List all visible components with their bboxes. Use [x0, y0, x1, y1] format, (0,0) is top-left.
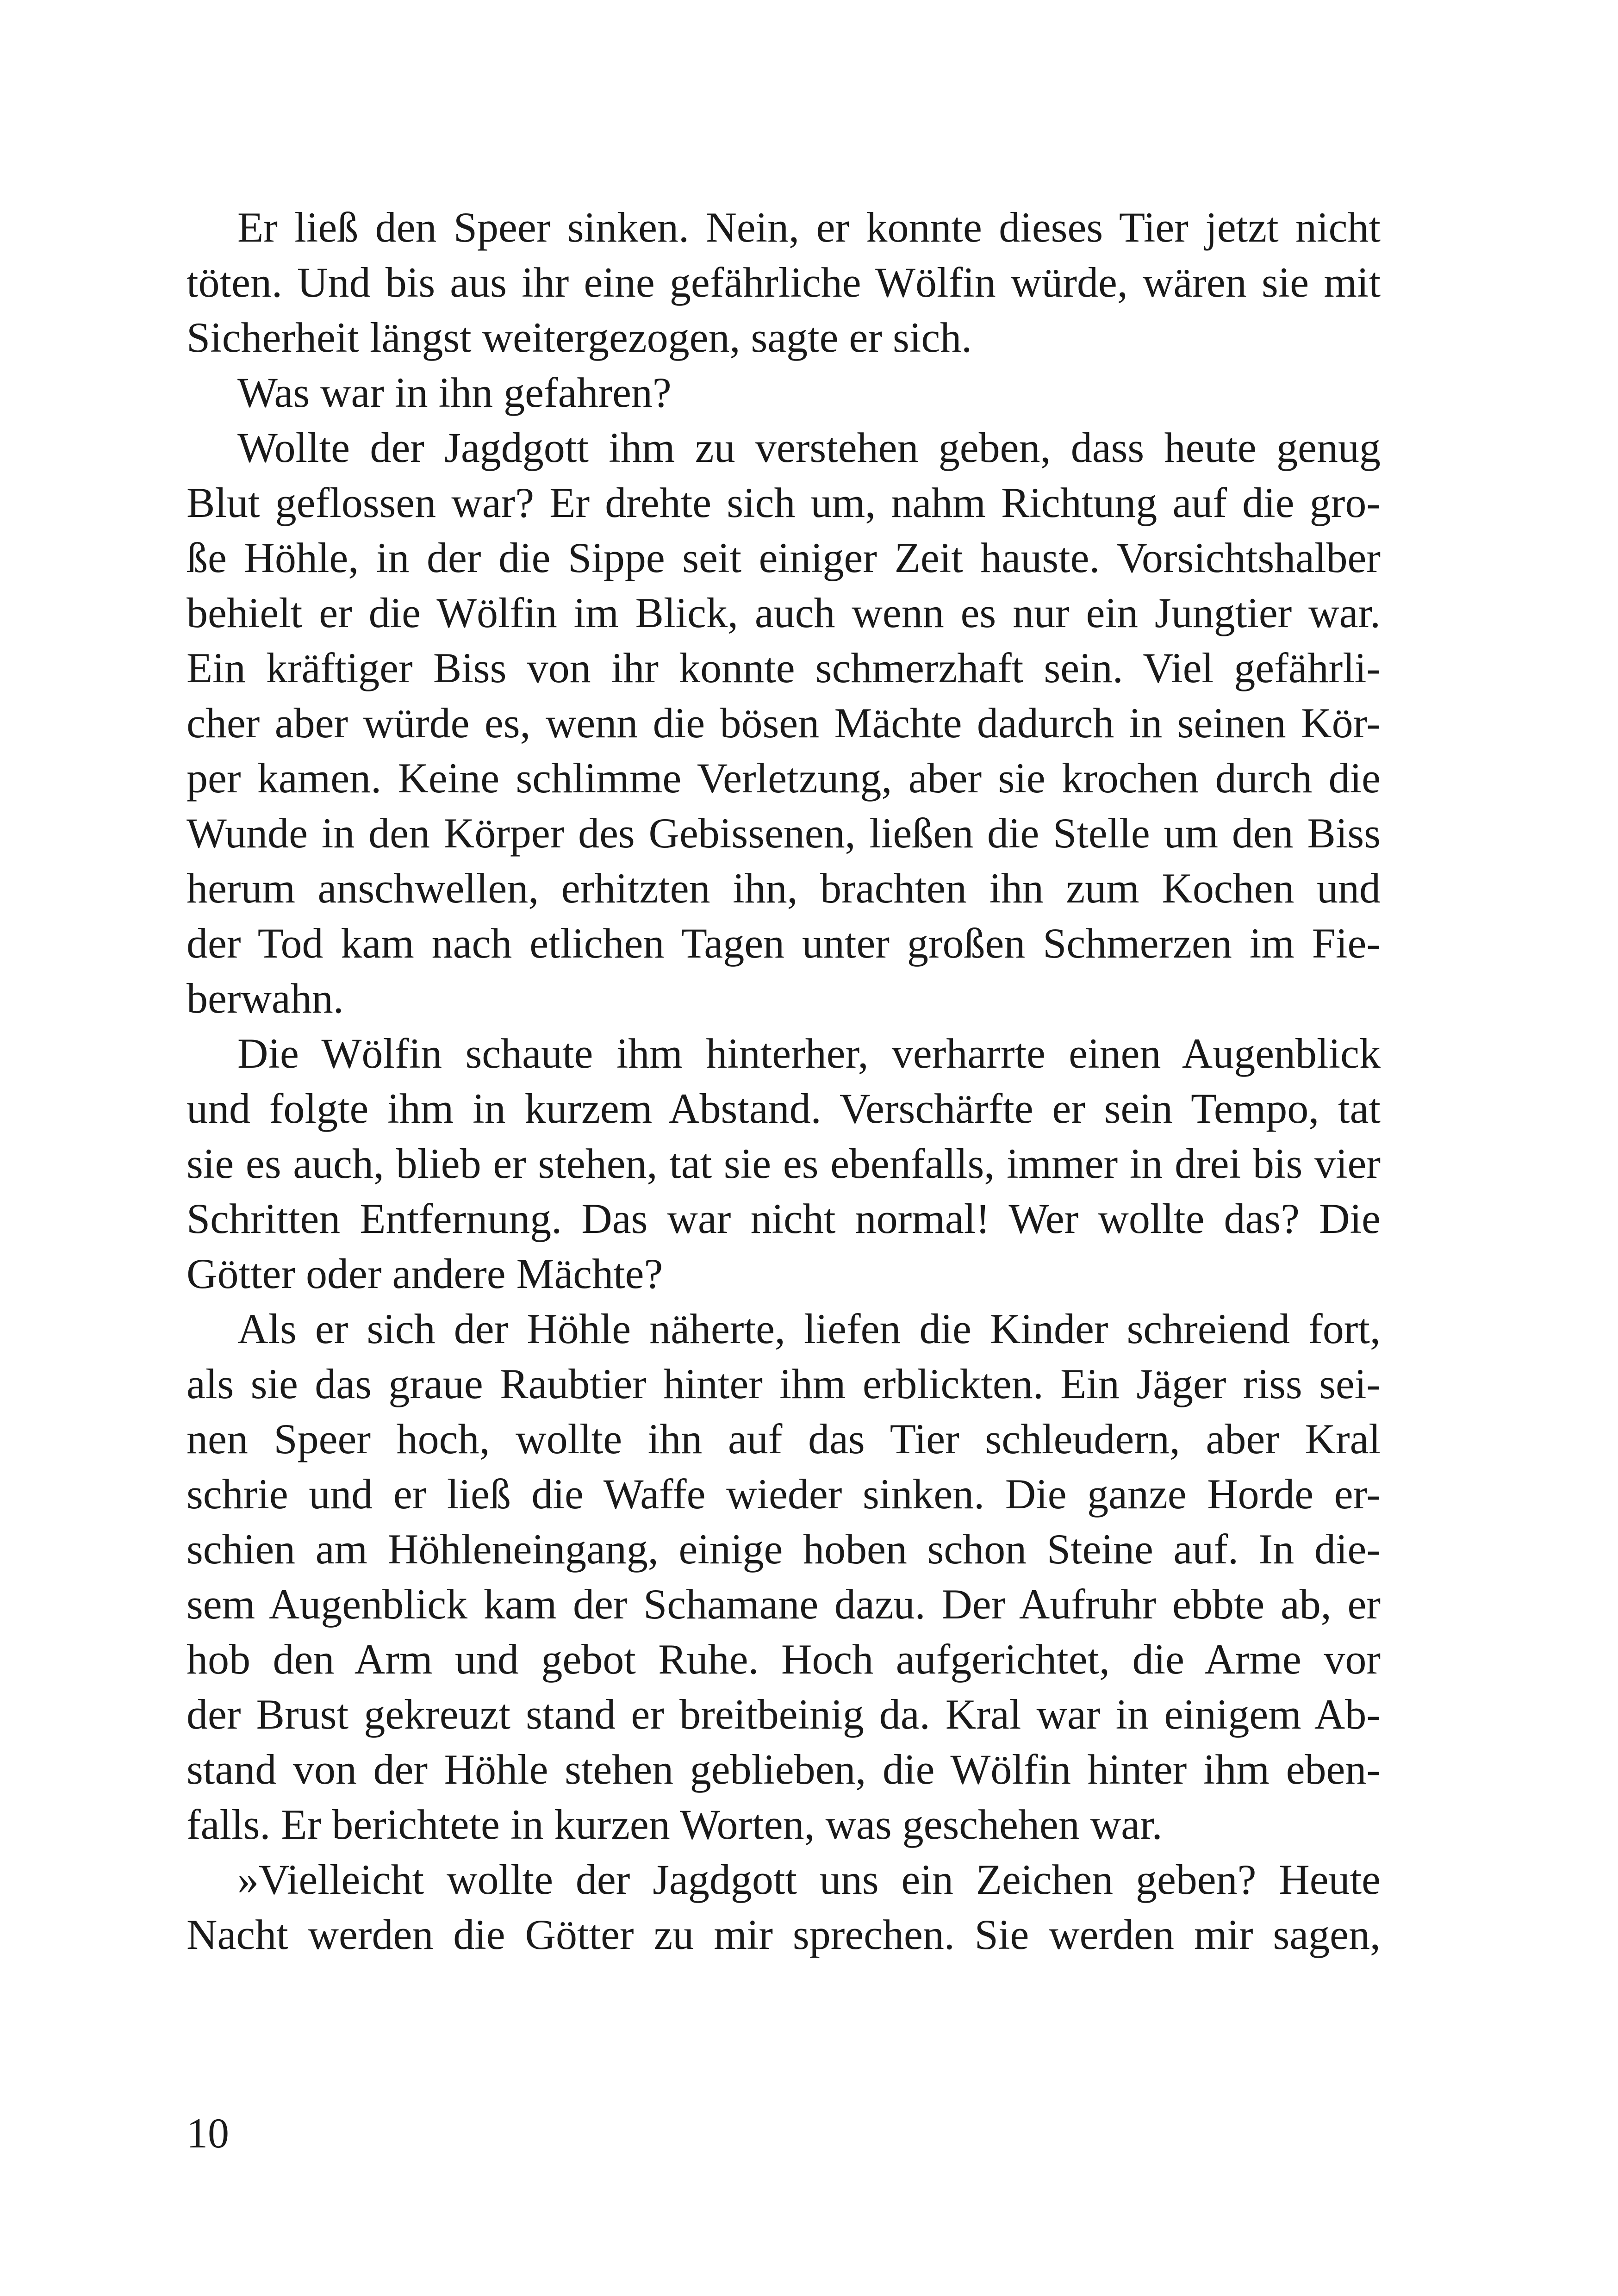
- text-line: Götter oder andere Mächte?: [187, 1250, 663, 1297]
- text-line: Sicherheit längst weitergezogen, sagte er sich.: [187, 314, 972, 361]
- text-line: Wollte der Jagdgott ihm zu verstehen geben, dass heute genug: [237, 424, 1381, 471]
- text-line: behielt er die Wölfin im Blick, auch wenn es nur ein Jungtier war.: [187, 589, 1381, 636]
- text-line: sem Augenblick kam der Schamane dazu. Der Aufruhr ebbte ab, er: [187, 1580, 1381, 1628]
- text-line: Wunde in den Körper des Gebissenen, ließen die Stelle um den Biss: [187, 809, 1381, 857]
- text-line: schrie und er ließ die Waffe wieder sinken. Die ganze Horde er-: [187, 1470, 1381, 1518]
- page-number: 10: [187, 2109, 229, 2157]
- text-line: berwahn.: [187, 975, 344, 1022]
- text-line: hob den Arm und gebot Ruhe. Hoch aufgerichtet, die Arme vor: [187, 1636, 1381, 1683]
- text-line: ße Höhle, in der die Sippe seit einiger Zeit hauste. Vorsichtshalber: [187, 534, 1381, 581]
- text-line: schien am Höhleneingang, einige hoben schon Steine auf. In die-: [187, 1525, 1381, 1573]
- text-line: der Brust gekreuzt stand er breitbeinig da. Kral war in einigem Ab-: [187, 1691, 1381, 1738]
- text-line: Ein kräftiger Biss von ihr konnte schmerzhaft sein. Viel gefährli-: [187, 644, 1381, 691]
- text-line: töten. Und bis aus ihr eine gefährliche Wölfin würde, wären sie mit: [187, 259, 1381, 306]
- text-line: cher aber würde es, wenn die bösen Mächte dadurch in seinen Kör-: [187, 699, 1381, 747]
- text-line: Die Wölfin schaute ihm hinterher, verharrte einen Augenblick: [237, 1030, 1381, 1077]
- text-line: herum anschwellen, erhitzten ihn, brachten ihn zum Kochen und: [187, 865, 1381, 912]
- text-line: stand von der Höhle stehen geblieben, die Wölfin hinter ihm eben-: [187, 1746, 1381, 1793]
- text-line: der Tod kam nach etlichen Tagen unter großen Schmerzen im Fie-: [187, 920, 1381, 967]
- text-line: falls. Er berichtete in kurzen Worten, was geschehen war.: [187, 1801, 1163, 1848]
- text-line: Was war in ihn gefahren?: [237, 369, 672, 416]
- text-line: per kamen. Keine schlimme Verletzung, aber sie krochen durch die: [187, 754, 1381, 802]
- text-line: sie es auch, blieb er stehen, tat sie es ebenfalls, immer in drei bis vier: [187, 1140, 1381, 1187]
- text-line: Schritten Entfernung. Das war nicht normal! Wer wollte das? Die: [187, 1195, 1381, 1242]
- text-line: Als er sich der Höhle näherte, liefen die Kinder schreiend fort,: [237, 1305, 1381, 1352]
- text-line: Blut geflossen war? Er drehte sich um, nahm Richtung auf die gro-: [187, 479, 1381, 526]
- body-text: [187, 200, 1381, 1962]
- text-line: als sie das graue Raubtier hinter ihm erblickten. Ein Jäger riss sei-: [187, 1360, 1381, 1407]
- text-line: »Vielleicht wollte der Jagdgott uns ein Zeichen geben? Heute: [237, 1856, 1381, 1903]
- text-line: und folgte ihm in kurzem Abstand. Verschärfte er sein Tempo, tat: [187, 1085, 1381, 1132]
- text-line: Nacht werden die Götter zu mir sprechen. Sie werden mir sagen,: [187, 1911, 1381, 1958]
- text-line: nen Speer hoch, wollte ihn auf das Tier schleudern, aber Kral: [187, 1415, 1381, 1462]
- text-line: Er ließ den Speer sinken. Nein, er konnte dieses Tier jetzt nicht: [237, 204, 1381, 251]
